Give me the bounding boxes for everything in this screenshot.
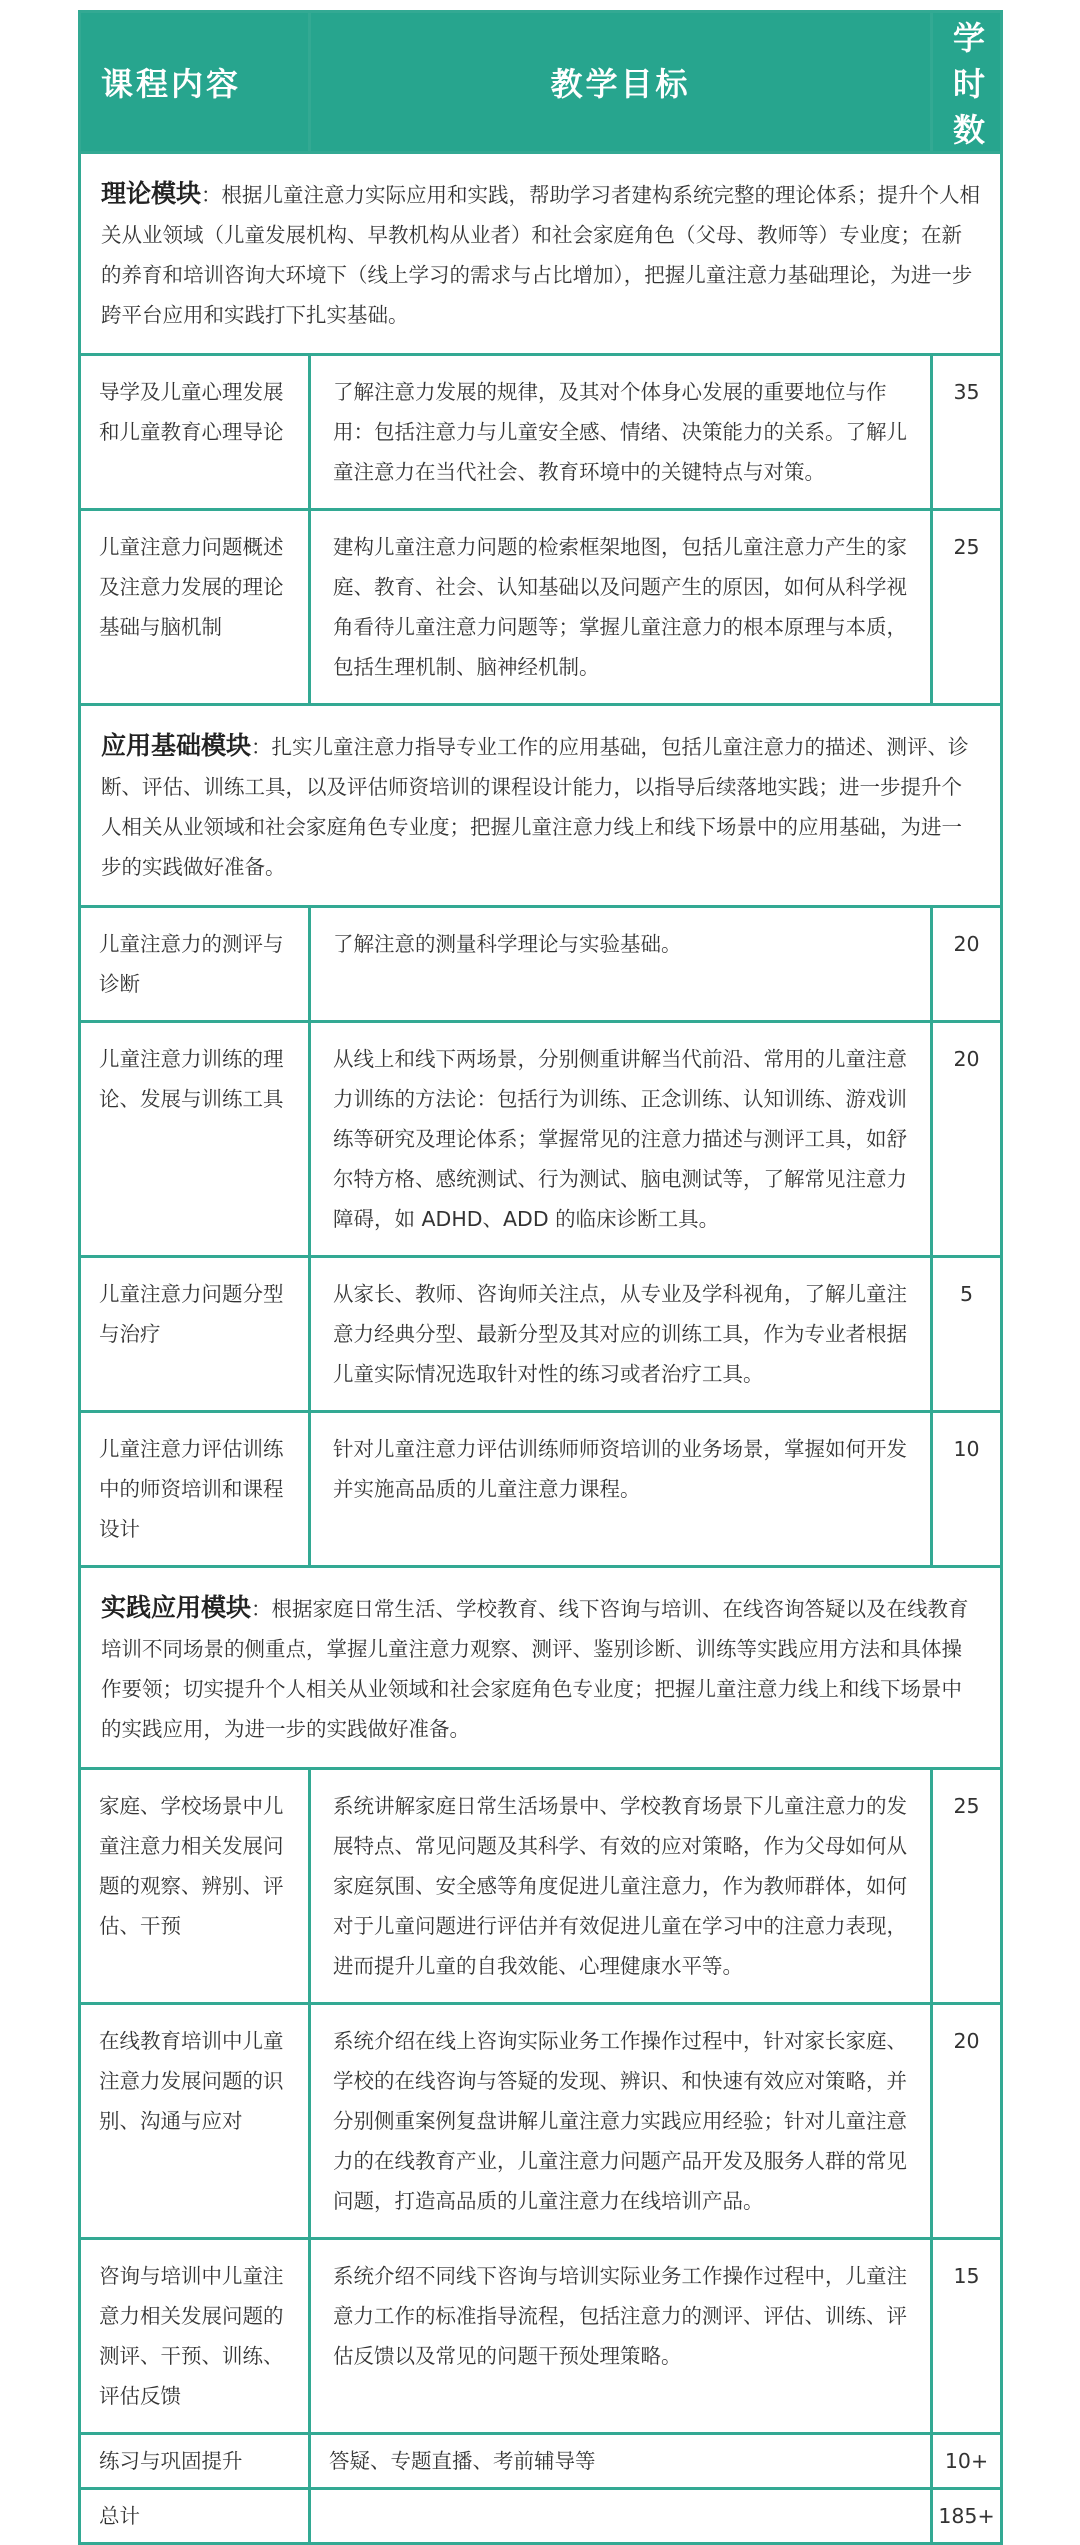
footer-goal: [310, 2489, 932, 2544]
course-name: 儿童注意力训练的理论、发展与训练工具: [80, 1022, 310, 1257]
course-goal: 建构儿童注意力问题的检索框架地图，包括儿童注意力产生的家庭、教育、社会、认知基础以及问题产生的原因，如何从科学视角看待儿童注意力问题等；掌握儿童注意力的根本原理与本质，包括生理机制、脑神经机制。: [310, 510, 932, 705]
footer-hours: 10+: [932, 2434, 1002, 2489]
footer-goal: 答疑、专题直播、考前辅导等: [310, 2434, 932, 2489]
course-row: [80, 510, 1002, 705]
course-hours: 5: [932, 1257, 1002, 1412]
total-row: [80, 2489, 1002, 2544]
course-name: 儿童注意力的测评与诊断: [80, 907, 310, 1022]
module-title: 理论模块: [101, 179, 202, 208]
practice-row: [80, 2434, 1002, 2489]
course-goal: 了解注意力发展的规律，及其对个体身心发展的重要地位与作用：包括注意力与儿童安全感、情绪、决策能力的关系。了解儿童注意力在当代社会、教育环境中的关键特点与对策。: [310, 355, 932, 510]
course-row: [80, 2004, 1002, 2239]
footer-hours: 185+: [932, 2489, 1002, 2544]
course-hours: 25: [932, 1769, 1002, 2004]
course-goal: 从家长、教师、咨询师关注点，从专业及学科视角，了解儿童注意力经典分型、最新分型及其对应的训练工具，作为专业者根据儿童实际情况选取针对性的练习或者治疗工具。: [310, 1257, 932, 1412]
module-title: 实践应用模块: [101, 1593, 252, 1622]
course-row: [80, 1412, 1002, 1567]
curriculum-table: [78, 10, 1003, 2545]
module-description: ：扎实儿童注意力指导专业工作的应用基础，包括儿童注意力的描述、测评、诊断、评估、训练工具，以及评估师资培训的课程设计能力，以指导后续落地实践；进一步提升个人相关从业领域和社会家庭角色专业度；把握儿童注意力线上和线下场景中的应用基础，为进一步的实践做好准备。: [101, 735, 969, 879]
course-row: [80, 2239, 1002, 2434]
course-goal: 了解注意的测量科学理论与实验基础。: [310, 907, 932, 1022]
module-row: [80, 705, 1002, 907]
course-name: 儿童注意力问题分型与治疗: [80, 1257, 310, 1412]
course-name: 儿童注意力评估训练中的师资培训和课程设计: [80, 1412, 310, 1567]
course-hours: 20: [932, 907, 1002, 1022]
module-description-cell: [80, 1567, 1002, 1769]
course-row: [80, 907, 1002, 1022]
course-hours: 20: [932, 1022, 1002, 1257]
course-goal: 系统讲解家庭日常生活场景中、学校教育场景下儿童注意力的发展特点、常见问题及其科学、有效的应对策略，作为父母如何从家庭氛围、安全感等角度促进儿童注意力，作为教师群体，如何对于儿童问题进行评估并有效促进儿童在学习中的注意力表现，进而提升儿童的自我效能、心理健康水平等。: [310, 1769, 932, 2004]
course-goal: 系统介绍不同线下咨询与培训实际业务工作操作过程中，儿童注意力工作的标准指导流程，包括注意力的测评、评估、训练、评估反馈以及常见的问题干预处理策略。: [310, 2239, 932, 2434]
course-hours: 25: [932, 510, 1002, 705]
course-goal: 针对儿童注意力评估训练师师资培训的业务场景，掌握如何开发并实施高品质的儿童注意力课程。: [310, 1412, 932, 1567]
course-row: [80, 1769, 1002, 2004]
course-row: [80, 1022, 1002, 1257]
course-hours: 15: [932, 2239, 1002, 2434]
module-row: [80, 1567, 1002, 1769]
course-name: 导学及儿童心理发展和儿童教育心理导论: [80, 355, 310, 510]
module-description: ：根据家庭日常生活、学校教育、线下咨询与培训、在线咨询答疑以及在线教育培训不同场景的侧重点，掌握儿童注意力观察、测评、鉴别诊断、训练等实践应用方法和具体操作要领；切实提升个人相关从业领域和社会家庭角色专业度；把握儿童注意力线上和线下场景中的实践应用，为进一步的实践做好准备。: [101, 1597, 969, 1741]
course-goal: 系统介绍在线上咨询实际业务工作操作过程中，针对家长家庭、学校的在线咨询与答疑的发现、辨识、和快速有效应对策略，并分别侧重案例复盘讲解儿童注意力实践应用经验；针对儿童注意力的在线教育产业，儿童注意力问题产品开发及服务人群的常见问题，打造高品质的儿童注意力在线培训产品。: [310, 2004, 932, 2239]
header-course-content: 课程内容: [80, 12, 310, 153]
module-description-cell: [80, 705, 1002, 907]
course-hours: 10: [932, 1412, 1002, 1567]
footer-name: 总计: [80, 2489, 310, 2544]
module-title: 应用基础模块: [101, 731, 252, 760]
module-description: ：根据儿童注意力实际应用和实践，帮助学习者建构系统完整的理论体系；提升个人相关从业领域（儿童发展机构、早教机构从业者）和社会家庭角色（父母、教师等）专业度；在新的养育和培训咨询大环境下（线上学习的需求与占比增加），把握儿童注意力基础理论，为进一步跨平台应用和实践打下扎实基础。: [101, 183, 981, 327]
course-hours: 35: [932, 355, 1002, 510]
module-description-cell: [80, 153, 1002, 355]
course-name: 儿童注意力问题概述及注意力发展的理论基础与脑机制: [80, 510, 310, 705]
course-name: 在线教育培训中儿童注意力发展问题的识别、沟通与应对: [80, 2004, 310, 2239]
course-row: [80, 355, 1002, 510]
header-teaching-goal: 教学目标: [310, 12, 932, 153]
table-header-row: [80, 12, 1002, 153]
course-row: [80, 1257, 1002, 1412]
module-row: [80, 153, 1002, 355]
course-goal: 从线上和线下两场景，分别侧重讲解当代前沿、常用的儿童注意力训练的方法论：包括行为训练、正念训练、认知训练、游戏训练等研究及理论体系；掌握常见的注意力描述与测评工具，如舒尔特方格、感统测试、行为测试、脑电测试等，了解常见注意力障碍，如 ADHD、ADD 的临床诊断工具。: [310, 1022, 932, 1257]
course-name: 咨询与培训中儿童注意力相关发展问题的测评、干预、训练、评估反馈: [80, 2239, 310, 2434]
course-hours: 20: [932, 2004, 1002, 2239]
course-name: 家庭、学校场景中儿童注意力相关发展问题的观察、辨别、评估、干预: [80, 1769, 310, 2004]
footer-name: 练习与巩固提升: [80, 2434, 310, 2489]
header-hours: 学时数: [932, 12, 1002, 153]
